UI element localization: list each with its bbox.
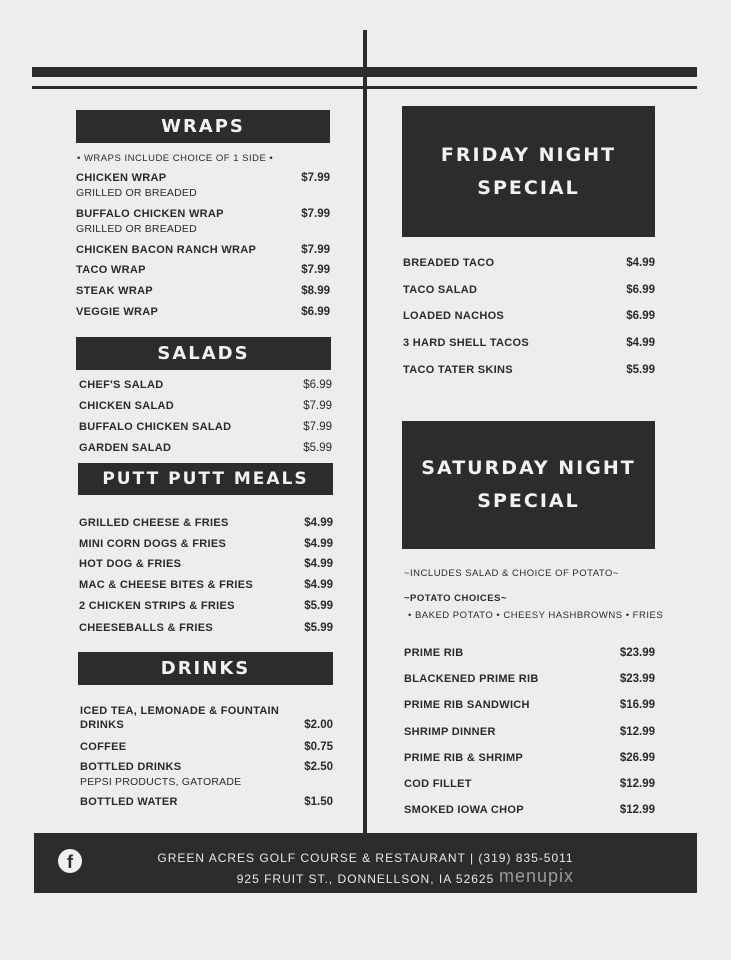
menu-item-name: PRIME RIB	[404, 647, 464, 659]
menu-item-price: $5.99	[304, 600, 333, 612]
menu-item-name: STEAK WRAP	[76, 285, 153, 297]
friday-title-line1: FRIDAY NIGHT	[440, 143, 617, 166]
watermark: menupix	[499, 866, 575, 886]
footer-address-line: 925 FRUIT ST., DONNELLSON, IA 52625	[236, 872, 495, 886]
saturday-special-header	[402, 421, 655, 549]
menu-item-price: $12.99	[619, 804, 655, 816]
menu-item-price: $23.99	[619, 673, 655, 685]
saturday-title-line1: SATURDAY NIGHT	[421, 457, 636, 479]
menu-item-price: $6.99	[626, 284, 655, 296]
center-divider	[363, 30, 367, 834]
menu-item-price: $7.99	[301, 172, 330, 184]
menu-item-price: $1.50	[304, 796, 333, 808]
menu-item-price: $7.99	[301, 208, 330, 220]
menu-item-name: 3 HARD SHELL TACOS	[403, 337, 530, 349]
menu-item-name: BOTTLED WATER	[80, 796, 178, 808]
menu-item-price: $4.99	[304, 579, 333, 591]
menu-item-price: $7.99	[303, 400, 332, 412]
menu-item-name: GRILLED CHEESE & FRIES	[79, 517, 229, 529]
menu-item-name: BUFFALO CHICKEN SALAD	[79, 421, 232, 433]
menu-item-sub: GRILLED OR BREADED	[76, 187, 197, 199]
menu-item-name: BREADED TACO	[403, 257, 495, 269]
menu-item-price: $6.99	[303, 379, 332, 391]
menu-item-name: TACO TATER SKINS	[403, 364, 513, 376]
menu-item-price: $4.99	[304, 538, 333, 550]
menu-item-price: $6.99	[301, 306, 330, 318]
drinks-header: DRINKS	[78, 652, 333, 685]
saturday-note-includes: ~INCLUDES SALAD & CHOICE OF POTATO~	[404, 568, 619, 579]
menu-item-name: BOTTLED DRINKS	[80, 761, 182, 773]
menu-item-name: BLACKENED PRIME RIB	[404, 673, 539, 685]
menu-item-price: $5.99	[303, 442, 332, 454]
footer-bar	[34, 833, 697, 893]
menu-item-price: $23.99	[619, 647, 655, 659]
menu-item-name: CHICKEN SALAD	[79, 400, 174, 412]
menu-item-name: SHRIMP DINNER	[404, 726, 496, 738]
friday-special-header	[402, 106, 655, 237]
menu-item-name: CHEF'S SALAD	[79, 379, 164, 391]
menu-item-name: TACO SALAD	[403, 284, 478, 296]
menu-item-name: MINI CORN DOGS & FRIES	[79, 538, 227, 550]
saturday-title-line2: SPECIAL	[477, 490, 580, 512]
wraps-note: • WRAPS INCLUDE CHOICE OF 1 SIDE •	[77, 153, 274, 164]
menu-item-price: $12.99	[619, 726, 655, 738]
menu-item-name: ICED TEA, LEMONADE & FOUNTAIN	[80, 705, 280, 717]
menu-item-name: TACO WRAP	[76, 264, 146, 276]
saturday-note-potato-choices: • BAKED POTATO • CHEESY HASHBROWNS • FRIES	[408, 610, 664, 621]
menu-item-price: $6.99	[626, 310, 655, 322]
menu-item-price: $7.99	[301, 264, 330, 276]
menu-item-name: PRIME RIB SANDWICH	[404, 699, 530, 711]
menu-item-name: 2 CHICKEN STRIPS & FRIES	[79, 600, 235, 612]
menu-item-price: $4.99	[304, 517, 333, 529]
menu-item-price: $16.99	[619, 699, 655, 711]
menu-item-name: GARDEN SALAD	[79, 442, 172, 454]
friday-title-line2: SPECIAL	[477, 176, 580, 199]
menu-item-price: $4.99	[626, 257, 655, 269]
menu-item-price: $12.99	[619, 778, 655, 790]
menu-item-name: BUFFALO CHICKEN WRAP	[76, 208, 224, 220]
menu-item-name: MAC & CHEESE BITES & FRIES	[79, 579, 254, 591]
saturday-note-potato-heading: ~POTATO CHOICES~	[404, 593, 508, 604]
menu-item-name: LOADED NACHOS	[403, 310, 505, 322]
menu-item-price: $4.99	[304, 558, 333, 570]
menu-item-price: $5.99	[626, 364, 655, 376]
footer-contact-line: GREEN ACRES GOLF COURSE & RESTAURANT | (319) 835-5011	[157, 851, 574, 865]
menu-item-sub: GRILLED OR BREADED	[76, 223, 197, 235]
menu-item-sub: PEPSI PRODUCTS, GATORADE	[80, 776, 242, 788]
menu-item-name: COD FILLET	[404, 778, 472, 790]
menu-item-price: $0.75	[304, 741, 333, 753]
facebook-icon[interactable]: f	[58, 849, 82, 873]
menu-item-name: VEGGIE WRAP	[76, 306, 159, 318]
menu-item-price: $2.50	[304, 761, 333, 773]
menu-item-price: $7.99	[301, 244, 330, 256]
menu-item-price: $2.00	[304, 719, 333, 731]
salads-header: SALADS	[76, 337, 331, 370]
wraps-header: WRAPS	[76, 110, 330, 143]
menu-item-name-cont: DRINKS	[80, 719, 124, 731]
menu-item-price: $26.99	[619, 752, 655, 764]
menu-item-name: CHICKEN BACON RANCH WRAP	[76, 244, 257, 256]
menu-item-name: CHICKEN WRAP	[76, 172, 167, 184]
menu-item-name: CHEESEBALLS & FRIES	[79, 622, 214, 634]
menu-item-price: $8.99	[301, 285, 330, 297]
menu-item-price: $4.99	[626, 337, 655, 349]
menu-item-name: COFFEE	[80, 741, 127, 753]
menu-item-price: $5.99	[304, 622, 333, 634]
menu-item-name: HOT DOG & FRIES	[79, 558, 182, 570]
menu-item-price: $7.99	[303, 421, 332, 433]
menu-item-name: SMOKED IOWA CHOP	[404, 804, 524, 816]
putt-putt-header: PUTT PUTT MEALS	[78, 463, 333, 495]
menu-item-name: PRIME RIB & SHRIMP	[404, 752, 524, 764]
